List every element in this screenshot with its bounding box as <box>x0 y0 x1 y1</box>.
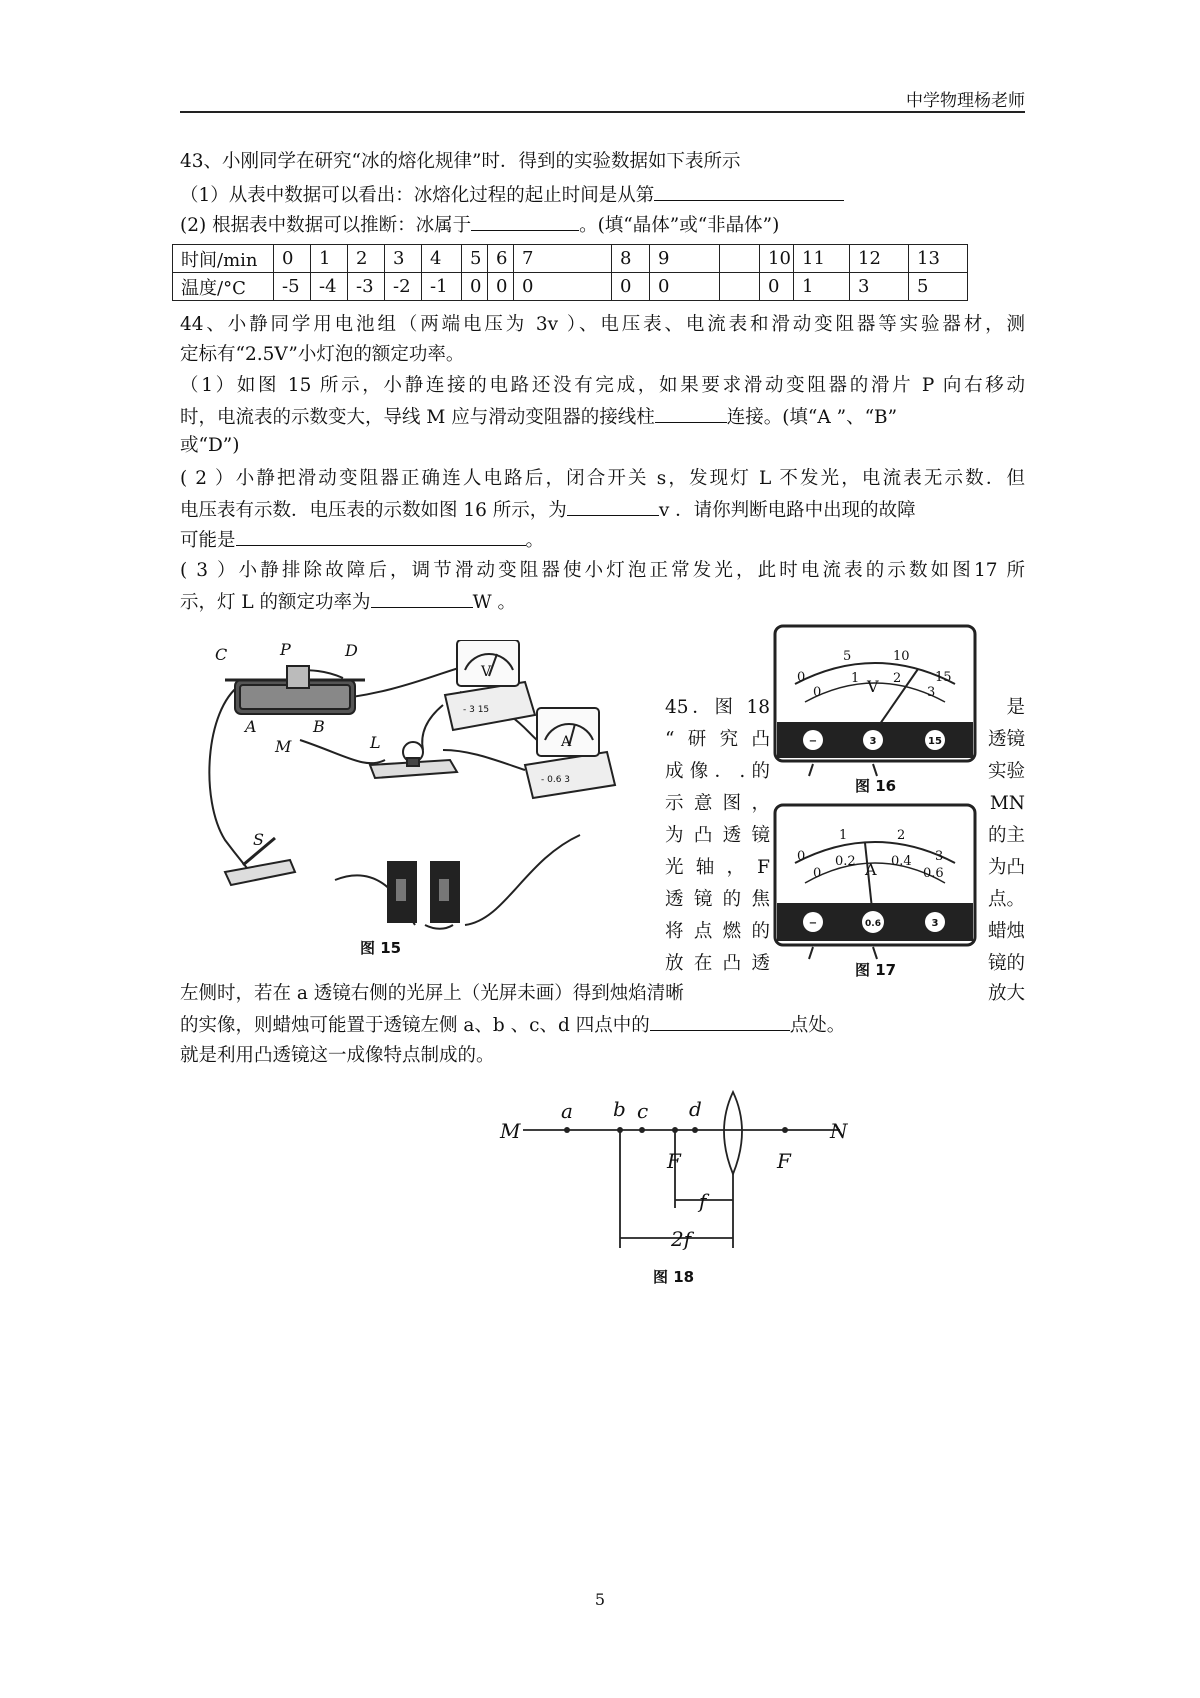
q45-l11-post: 点处。 <box>789 1015 846 1036</box>
q44-p3-l2-post: W 。 <box>472 592 516 613</box>
table-cell: 7 <box>514 245 612 273</box>
tick-bottom: 0 <box>813 866 822 881</box>
table-cell: -2 <box>385 273 422 301</box>
wire-v-lamp <box>422 705 443 750</box>
q44-p1-l2-pre: 时，电流表的示数变大，导线 M 应与滑动变阻器的接线柱 <box>180 407 655 428</box>
table-cell: 5 <box>462 245 488 273</box>
table-cell: -5 <box>274 273 311 301</box>
q44-p2-l2-post: v ．请你判断电路中出现的故障 <box>658 500 916 521</box>
figure-15-circuit <box>195 640 645 960</box>
tick-top: 10 <box>893 649 910 664</box>
q44-p2-line-3 <box>180 525 1025 555</box>
q45-left-line: 为凸透镜 <box>665 825 770 846</box>
q44-p2-l3-pre: 可能是 <box>180 530 236 551</box>
q45-right-line: 透镜 <box>987 729 1025 750</box>
voltmeter-label: V <box>481 664 492 680</box>
tick-top: 3 <box>935 849 944 864</box>
figure-18-caption: 图 18 <box>653 1268 695 1286</box>
tick-bottom: 0.4 <box>891 854 912 869</box>
point-d <box>692 1127 698 1133</box>
q44-p2-l3-post: 。 <box>525 530 545 551</box>
tick-bottom: 0 <box>813 685 822 700</box>
q43-part2-post: 。(填“晶体”或“非晶体”) <box>579 215 780 236</box>
q44-line-1: 44、小静同学用电池组（两端电压为 3v ）、电压表、电流表和滑动变阻器等实验器材，测 <box>180 314 1025 335</box>
wire-lamp-ammeter <box>443 750 525 770</box>
tick-bottom: 0.6 <box>923 866 944 881</box>
table-cell: 2 <box>348 245 385 273</box>
tick-top: 1 <box>839 828 848 843</box>
ammeter <box>525 708 615 798</box>
ammeter-terminals: - 0.6 3 <box>541 775 571 785</box>
tick-top: 15 <box>935 670 952 685</box>
label-a: A <box>245 717 257 736</box>
q43-part1-text: （1）从表中数据可以看出：冰熔化过程的起止时间是从第 <box>180 185 655 206</box>
q45-left-line: 将点燃的 <box>665 921 770 942</box>
label-p: P <box>280 640 291 659</box>
tick-bottom: 1 <box>851 671 860 686</box>
table-cell <box>720 273 760 301</box>
figure-16-caption: 图 16 <box>855 777 897 794</box>
wire-battery-ammeter <box>465 835 580 925</box>
point-c <box>639 1127 645 1133</box>
q45-left-line: 45．图 18 <box>665 697 770 718</box>
table-cell: 1 <box>311 245 348 273</box>
table-cell: 13 <box>909 245 968 273</box>
tick-top: 0 <box>797 849 806 864</box>
point-f-left <box>672 1127 678 1133</box>
label-b: B <box>313 717 325 736</box>
terminal-negative: − <box>808 918 818 929</box>
label-a: a <box>561 1099 573 1123</box>
q44-p3-l2-pre: 示，灯 L 的额定功率为 <box>180 592 371 613</box>
tick-top: 5 <box>843 649 852 664</box>
point-b <box>617 1127 623 1133</box>
q44-p3-line-2 <box>180 587 1025 617</box>
label-focal: f <box>699 1189 707 1213</box>
terminal-negative: − <box>808 736 818 747</box>
table-cell: 11 <box>794 245 850 273</box>
label-b: b <box>613 1097 626 1121</box>
table-cell: 8 <box>612 245 650 273</box>
table-cell: 0 <box>650 273 720 301</box>
terminal-15: 15 <box>928 736 942 747</box>
q44-answer-blank-3[interactable] <box>236 525 526 546</box>
convex-lens <box>724 1092 742 1174</box>
q43-title: 43、小刚同学在研究“冰的熔化规律”时．得到的实验数据如下表所示 <box>180 151 741 172</box>
table-cell: 0 <box>514 273 612 301</box>
q45-right-line: 蜡烛 <box>987 921 1025 942</box>
q45-right-line: 点。 <box>987 889 1025 910</box>
q44-answer-blank-1[interactable] <box>655 402 727 423</box>
q45-right-line: 为凸 <box>987 857 1025 878</box>
figure-18-lens-diagram <box>495 1088 855 1288</box>
tick-bottom: 3 <box>927 685 936 700</box>
table-cell: 0 <box>462 273 488 301</box>
table-cell: -1 <box>422 273 462 301</box>
q44-line-2: 定标有“2.5V”小灯泡的额定功率。 <box>180 344 465 365</box>
q44-p2-l2-pre: 电压表有示数．电压表的示数如图 16 所示，为 <box>180 500 567 521</box>
q45-left-column <box>665 692 770 980</box>
label-d: D <box>345 641 358 660</box>
tick-bottom: 2 <box>893 671 902 686</box>
table-cell: 0 <box>760 273 794 301</box>
voltmeter-terminals: - 3 15 <box>463 705 490 715</box>
q44-p2-line-2 <box>180 495 1025 525</box>
table-cell: -3 <box>348 273 385 301</box>
q45-right-line: 实验 <box>987 761 1025 782</box>
table-cell: 10 <box>760 245 794 273</box>
q45-l12: 就是利用凸透镜这一成像特点制成的。 <box>180 1045 495 1066</box>
header-author: 中学物理杨老师 <box>906 91 1025 111</box>
label-m: M <box>275 737 292 756</box>
q45-left-line: 透镜的焦 <box>665 889 770 910</box>
table-row-time <box>173 245 968 273</box>
label-l: L <box>370 733 381 752</box>
ammeter-unit: A <box>865 860 877 879</box>
table-cell: 3 <box>385 245 422 273</box>
terminal-3: 3 <box>931 918 939 929</box>
q45-left-line: 光 轴 ， F <box>665 857 770 878</box>
terminal-3: 3 <box>869 736 877 747</box>
voltmeter-unit: V <box>867 677 879 696</box>
figure-17-caption: 图 17 <box>855 961 897 979</box>
q44-p1-line-2 <box>180 402 1025 432</box>
q44-p1-line-3: 或“D”) <box>180 435 240 456</box>
table-cell: 5 <box>909 273 968 301</box>
table-cell: 9 <box>650 245 720 273</box>
ammeter-label: A <box>561 734 572 750</box>
q45-right-line: MN <box>989 793 1025 814</box>
table-cell: 0 <box>488 273 514 301</box>
table-cell: 12 <box>850 245 909 273</box>
q44-p3-line-1: ( 3 ）小静排除故障后，调节滑动变阻器使小灯泡正常发光，此时电流表的示数如图17 所 <box>180 560 1025 581</box>
rheostat <box>225 666 365 714</box>
figure-15-caption: 图 15 <box>360 939 402 957</box>
point-f-right <box>782 1127 788 1133</box>
table-cell: 6 <box>488 245 514 273</box>
table-row-label: 时间/min <box>173 245 274 273</box>
q45-left-line: 示意图， <box>665 793 770 814</box>
tick-top: 0 <box>797 670 806 685</box>
q45-right-column <box>980 692 1025 980</box>
q43-answer-blank-1[interactable] <box>654 180 844 201</box>
table-cell <box>720 245 760 273</box>
q45-l10-post: 放大 <box>987 983 1025 1004</box>
page-number: 5 <box>594 1590 606 1609</box>
q43-answer-blank-2[interactable] <box>471 210 579 231</box>
label-c: c <box>637 1099 649 1123</box>
table-row-temp <box>173 273 968 301</box>
q43-part1 <box>180 180 1025 210</box>
q44-p1-l2-post: 连接。(填“A ”、“B” <box>726 407 898 428</box>
q45-right-line: 镜的 <box>987 953 1025 974</box>
q45-line-11 <box>180 1010 1025 1040</box>
label-n: N <box>830 1119 848 1143</box>
label-m: M <box>500 1119 521 1143</box>
table-cell: 1 <box>794 273 850 301</box>
figure-17-ammeter-dial <box>773 803 978 983</box>
table-row-label: 温度/°C <box>173 273 274 301</box>
label-s: S <box>253 830 264 849</box>
q44-p2-line-1: ( 2 ）小静把滑动变阻器正确连人电路后，闭合开关 s，发现灯 L 不发光，电流表无示数．但 <box>180 468 1025 489</box>
label-f-right: F <box>777 1149 791 1173</box>
point-a <box>564 1127 570 1133</box>
tick-bottom: 0.2 <box>835 854 856 869</box>
q45-left-line: 放在凸透 <box>665 953 770 974</box>
q45-right-line: 是 <box>1006 697 1025 718</box>
table-cell: 0 <box>274 245 311 273</box>
figure-16-voltmeter-dial <box>773 624 978 794</box>
q43-part2 <box>180 210 1025 240</box>
q44-answer-blank-4[interactable] <box>371 587 473 608</box>
q43-part2-pre: (2) 根据表中数据可以推断：冰属于 <box>180 215 472 236</box>
table-cell: -4 <box>311 273 348 301</box>
terminal-0-6: 0.6 <box>865 919 881 929</box>
q45-line-12 <box>180 1040 1025 1070</box>
q45-answer-blank-1[interactable] <box>650 1010 790 1031</box>
header-rule <box>180 111 1025 113</box>
melting-data-table <box>172 244 968 301</box>
q45-l11-pre: 的实像，则蜡烛可能置于透镜左侧 a、b 、c、d 四点中的 <box>180 1015 650 1036</box>
battery-pack <box>388 862 459 922</box>
voltmeter <box>445 640 535 730</box>
table-cell: 4 <box>422 245 462 273</box>
label-d: d <box>689 1097 702 1121</box>
q45-line-10 <box>180 980 1025 1008</box>
q45-l10-pre: 左侧时，若在 a 透镜右侧的光屏上（光屏未画）得到烛焰清晰 <box>180 983 684 1004</box>
wire-battery-battery <box>425 925 453 929</box>
q44-p1-line-1: （1）如图 15 所示，小静连接的电路还没有完成，如果要求滑动变阻器的滑片 P 向右移动 <box>180 375 1025 396</box>
table-cell: 0 <box>612 273 650 301</box>
label-2f: 2f <box>671 1227 692 1251</box>
tick-top: 2 <box>897 828 906 843</box>
q45-right-line: 的主 <box>987 825 1025 846</box>
q44-answer-blank-2[interactable] <box>567 495 659 516</box>
label-f-left: F <box>667 1149 681 1173</box>
q45-left-line: 成像．.的 <box>665 761 770 782</box>
label-c: C <box>215 645 228 664</box>
q45-left-line: “研究凸 <box>665 729 770 750</box>
table-cell: 3 <box>850 273 909 301</box>
